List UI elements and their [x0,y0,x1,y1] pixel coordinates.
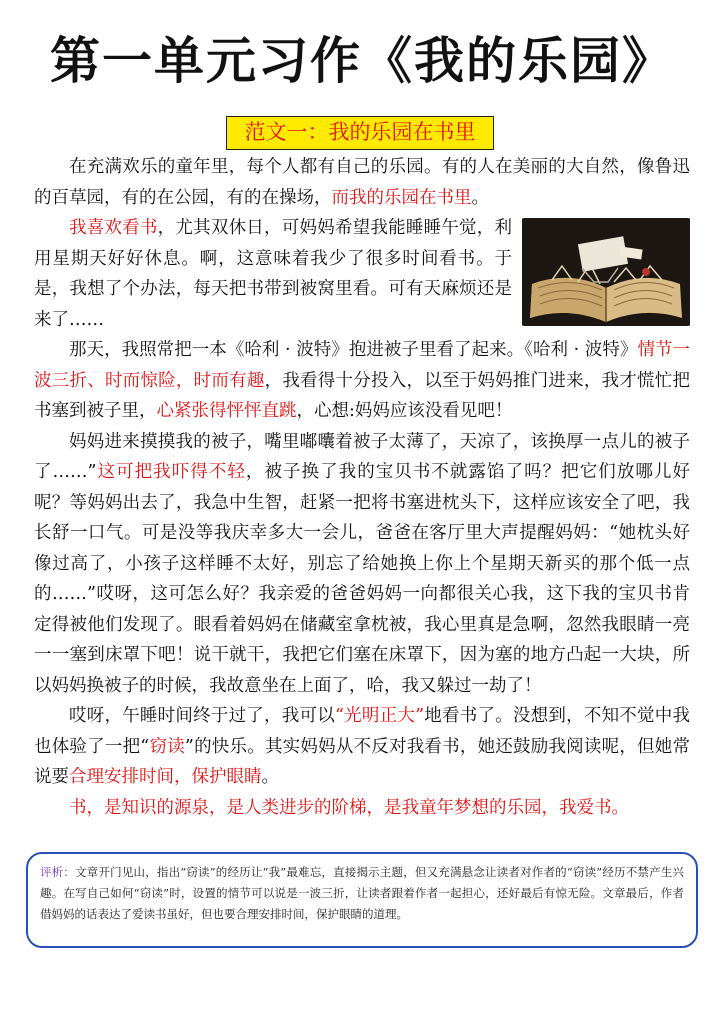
paragraph [34,213,690,335]
text-segment: 。 [471,187,489,208]
highlight-text: 情节一波三折、时而惊险，时而有趣 [34,340,691,391]
essay-subtitle: 范文一：我的乐园在书里 [226,116,494,150]
commentary-label: 评析： [40,865,76,879]
text-segment: 妈妈进来摸摸我的被子，嘴里嘟囔着被子太薄了，天凉了，该换厚一点儿的被子了……” [34,431,690,482]
text-segment: ”的快乐。其实妈妈从不反对我看书，她还鼓励我阅读呢，但她常说要 [34,736,690,787]
highlight-text: 心紧张得怦怦直跳 [156,401,297,421]
highlight-text: 合理安排时间，保护眼睛 [69,767,262,787]
highlight-text: “光明正大” [334,706,425,726]
text-segment: 哎呀，午睡时间终于过了，我可以 [69,706,335,726]
page-title: 第一单元习作《我的乐园》 [50,32,674,90]
text-segment: ，我看得十分投入，以至于妈妈推门进来，我才慌忙把书塞到被子里， [34,370,691,421]
commentary-box [26,852,698,948]
text-segment: 。 [261,767,279,787]
paragraph [34,701,690,793]
book-illustration [522,218,690,326]
text-segment: ，心想:妈妈应该没看见吧！ [296,401,513,421]
highlight-text: 我喜欢看书 [69,218,158,238]
text-segment: ，被子换了我的宝贝书不就露馅了吗？把它们放哪儿好呢？等妈妈出去了，我急中生智，赶紧一把将书塞进枕头下，这样应该安全了吧，我长舒一口气。可是没等我庆幸多大一会儿，爸爸在客厅里大声提醒妈妈：“她枕头好像过高了，小孩子这样睡不太好，别忘了给她换上你上个星期天新买的那个低一点的……”哎呀，这可怎么好？我亲爱的爸爸妈妈一向都很关心我，这下我的宝贝书肯定得被他们发现了。眼看着妈妈在储藏室拿枕被，我心里真是急啊，忽然我眼睛一亮一一塞到床罩下吧！说干就干，我把它们塞在床罩下，因为塞的地方凸起一大块，所以妈妈换被子的时候，我故意坐在上面了，哈，我又躲过一劫了！ [34,462,690,696]
text-segment: 在充满欢乐的童年里，每个人都有自己的乐园。有的人在美丽的大自然，像鲁迅的百草园，有的在公园，有的在操场， [34,157,690,208]
highlight-text: 而我的乐园在书里 [331,187,472,208]
text-segment: 那天，我照常把一本《哈利 · 波特》抱进被子里看了起来。《哈利 · 波特》 [69,340,638,360]
highlight-text: 窃读 [149,736,185,757]
text-segment: 地看书了。没想到，不知不觉中我也体验了一把“ [34,706,690,757]
text-segment: ，尤其双休日，可妈妈希望我能睡睡午觉，利用星期天好好休息。啊，这意味着我少了很多时间看书。于是，我想了个办法，每天把书带到被窝里看。可有天麻烦还是来了…… [34,218,513,330]
paragraph [34,335,690,427]
essay-body [34,152,690,823]
commentary-text: 文章开门见山，指出“窃读”的经历让“我”最难忘，直接揭示主题，但又充满悬念让读者对作者的“窃读”经历不禁产生兴趣。在写自己如何“窃读”时，设置的情节可以说是一波三折，让读者跟着作者一起担心，还好最后有惊无险。文章最后，作者借妈妈的话表达了爱读书虽好，但也要合理安排时间，保护眼睛的道理。 [40,865,685,921]
paragraph [34,427,690,702]
paragraph [34,793,690,824]
paragraph [34,152,690,213]
highlight-text: 这可把我吓得不轻 [96,462,246,482]
highlight-text: 书，是知识的源泉，是人类进步的阶梯，是我童年梦想的乐园，我爱书。 [69,797,629,818]
open-book-icon [522,218,690,326]
